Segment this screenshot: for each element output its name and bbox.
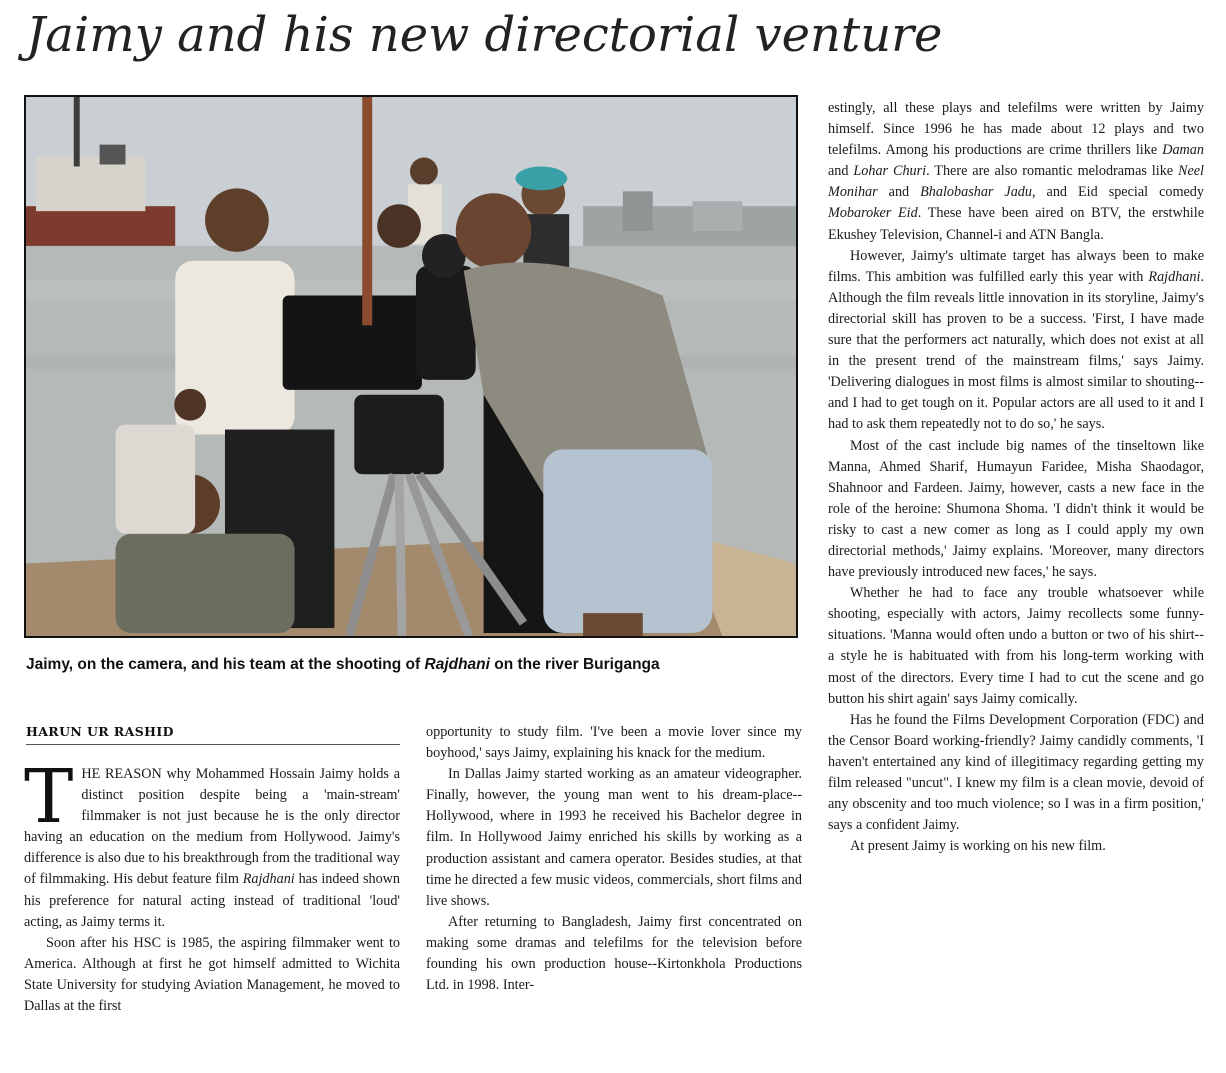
paragraph: At present Jaimy is working on his new film. [850, 838, 1106, 855]
byline: HARUN UR RASHID [26, 722, 400, 745]
tripod-head [354, 395, 444, 474]
paragraph: opportunity to study film. 'I've been a movie lover since my boyhood,' says Jaimy, explaining his knack for the medium. [426, 724, 802, 762]
paragraph: Has he found the Films Development Corporation (FDC) and the Censor Board working-friendly? Jaimy candidly comments, 'I haven't entertained any kind of illegitimacy regarding getting my film released "uncut". I knew my film is a clean movie, devoid of any obscenity and too much violence; so I was in a firm position,' says a confident Jaimy. [828, 711, 1204, 834]
paragraph: After returning to Bangladesh, Jaimy first concentrated on making some dramas and telefilms for the television before founding his own production house--Kirtonkhola Productions Ltd. in 1998. Inter- [426, 913, 802, 994]
cap [515, 166, 567, 190]
paragraph: THE REASON why Mohammed Hossain Jaimy holds a distinct position despite being a 'main-stream' filmmaker is not just because he is the only director having an education on the medium from Hollywood. Jaimy's difference is also due to his breakthrough from the traditional way of filmmaking. His debut feature film Rajdhani has indeed shown his preference for natural acting instead of traditional 'loud' acting, as Jaimy terms it. [24, 754, 401, 930]
paragraph: Soon after his HSC is 1985, the aspiring filmmaker went to America. Although at first he got himself admitted to Wichita State University for studying Aviation Management, he moved to Dallas at the first [24, 934, 400, 1015]
camera-matte-box [283, 296, 422, 390]
paragraph: Most of the cast include big names of the tinseltown like Manna, Ahmed Sharif, Humayun Faridee, Misha Shaodagor, Shahnoor and Fardeen. Jaimy, however, casts a new face in the role of the heroine: Shumona Shoma. 'I didn't think it would be risky to cast a new comer as long as I could apply my own directorial methods,' Jaimy explains. 'Moreover, many directors have previously introduced new faces,' he says. [828, 437, 1204, 581]
film-shoot-illustration [26, 97, 796, 636]
article-column-3 [828, 98, 1204, 857]
caption-film-title: Rajdhani [424, 656, 490, 673]
film-shoot-photo [24, 95, 798, 638]
paragraph: In Dallas Jaimy started working as an amateur videographer. Finally, however, the young man went to his dream-place--Hollywood, where in 1993 he received his Bachelor degree in film. In Hollywood Jaimy enriched his skills by working as a production assistant and camera operator. Besides studies, at that time he directed a few music videos, commercials, short films and live shows. [426, 766, 802, 909]
shorts [543, 449, 712, 633]
paragraph: estingly, all these plays and telefilms were written by Jaimy himself. Since 1996 he has made about 12 plays and two telefilms. Among his productions are crime thrillers like Daman and Lohar Churi. There are also romantic melodramas like Neel Monihar and Bhalobashar Jadu, and Eid special comedy Mobaroker Eid. These have been aired on BTV, the erstwhile Ekushey Television, Channel-i and ATN Bangla. [828, 100, 1204, 243]
paragraph: Whether he had to face any trouble whatsoever while shooting, especially with actors, Jaimy recollects some funny-situations. 'Manna would often undo a button or two of his shirt--a style he is habituated with from his long-term working with most of the directors. Every time I had to cut the scene and go button his shirt again' says Jaimy comically. [828, 585, 1204, 707]
drop-cap: T [24, 754, 74, 840]
jaimy [456, 193, 532, 268]
headline: Jaimy and his new directorial venture [26, 7, 943, 63]
ship-cabin [36, 157, 145, 212]
lead-in: HE REASON [81, 766, 162, 782]
photo-caption: Jaimy, on the camera, and his team at the shooting of Rajdhani on the river Buriganga [26, 656, 660, 673]
man-left [205, 188, 269, 252]
paragraph: However, Jaimy's ultimate target has always been to make films. This ambition was fulfilled early this year with Rajdhani. Although the film reveals little innovation in its storyline, Jaimy's directorial skill has proven to be a success. 'First, I have made sure that the performers act naturally, which does not exist at all in the present trend of the mainstream films,' says Jaimy. 'Delivering dialogues in most films is almost similar to shouting--and I had to get tough on it. Popular actors are all used to it and I had to ask them repeatedly not to do so,' he says. [828, 247, 1204, 433]
pole [362, 97, 372, 325]
article-column-1 [24, 754, 401, 1017]
article-column-2 [426, 722, 802, 996]
